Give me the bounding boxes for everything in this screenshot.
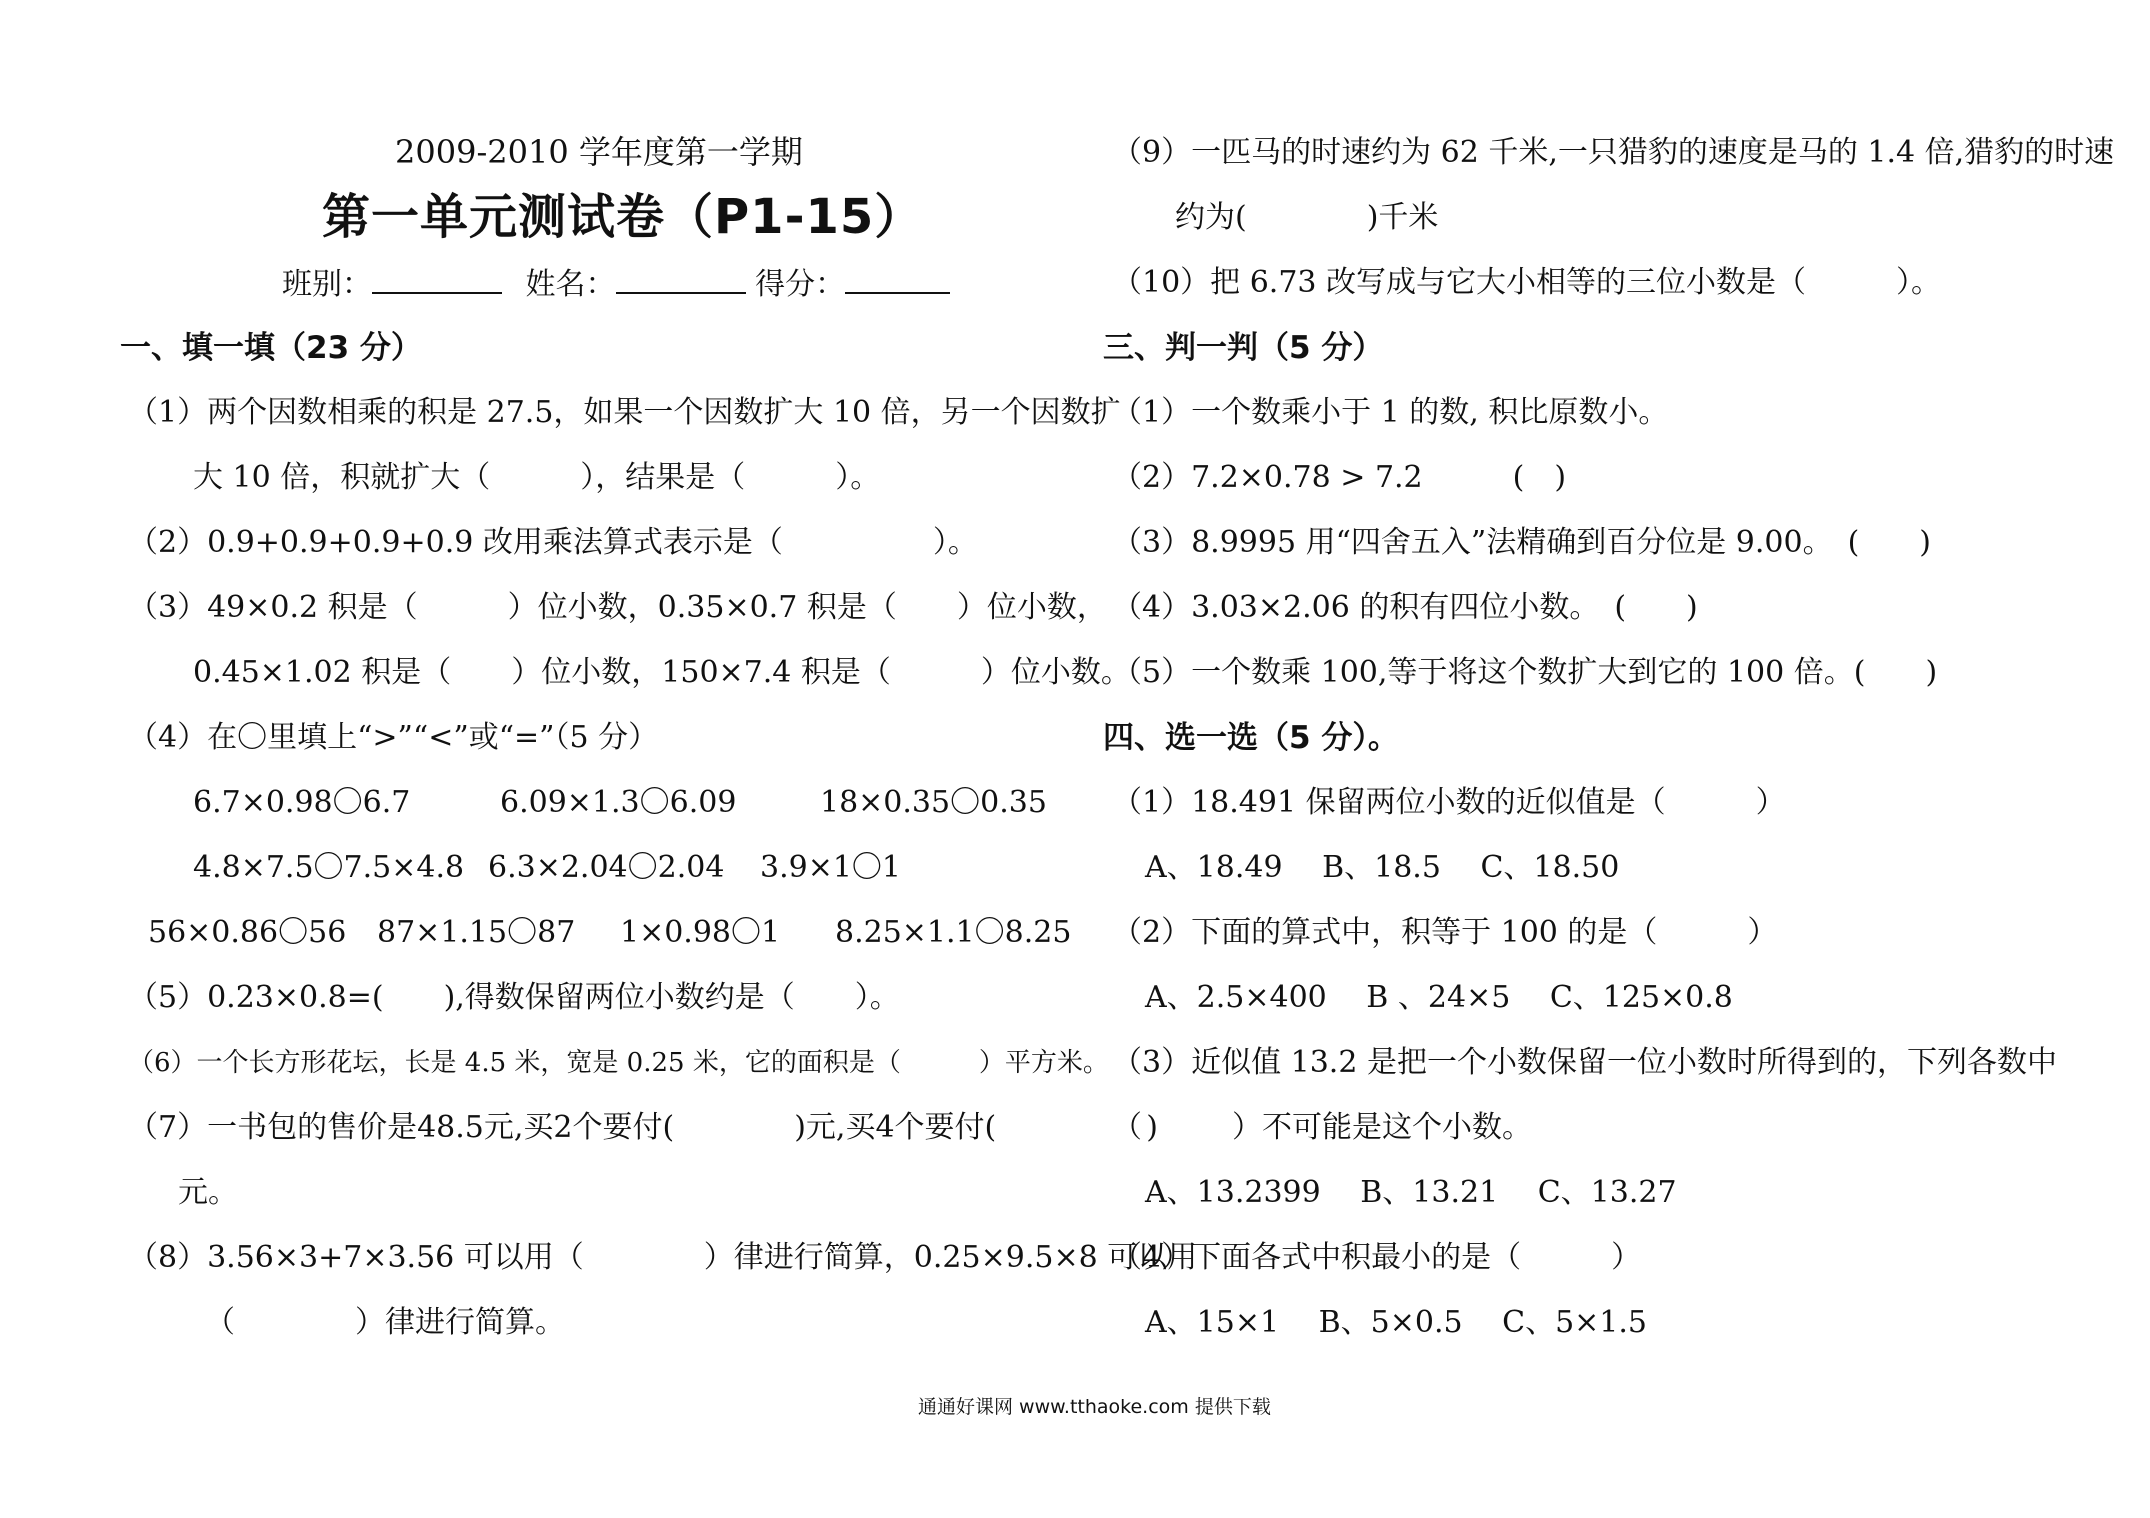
choice-1-options: A、18.49 B、18.5 C、18.50 [1145,850,1620,885]
question-9-line-1: （9）一匹马的时速约为 62 千米,一只猎豹的速度是马的 1.4 倍,猎豹的时速 [1112,135,2115,170]
choice-1: （1）18.491 保留两位小数的近似值是（ ） [1112,785,1786,820]
score-label: 得分： [755,267,846,302]
choice-2-options: A、2.5×400 B 、24×5 C、125×0.8 [1145,980,1733,1015]
score-blank [845,268,950,294]
question-6: （6）一个长方形花坛，长是 4.5 米，宽是 0.25 米，它的面积是（ ）平方米。 [128,1048,1109,1078]
class-label: 班别： [282,267,372,302]
compare-item: 6.3×2.04〇2.04 [488,850,725,885]
compare-item: 18×0.35〇0.35 [820,785,1047,820]
student-info-row [282,268,950,300]
choice-3-options: A、13.2399 B、13.21 C、13.27 [1145,1175,1677,1210]
question-10: （10）把 6.73 改写成与它大小相等的三位小数是（ ）。 [1112,265,1942,300]
compare-item: 6.7×0.98〇6.7 [193,785,411,820]
name-label: 姓名： [525,267,616,302]
question-4: （4）在〇里填上“>”“<”或“=”（5 分） [128,720,659,755]
page-title: 第一单元测试卷（P1-15） [322,189,924,245]
compare-item: 8.25×1.1〇8.25 [835,915,1072,950]
question-7-line-1: （7）一书包的售价是48.5元,买2个要付( )元,买4个要付( ) [128,1110,1158,1145]
judge-4: （4）3.03×2.06 的积有四位小数。 ( ) [1112,590,1698,625]
compare-item: 56×0.86〇56 [148,915,347,950]
judge-2: （2）7.2×0.78 > 7.2 ( ) [1112,460,1567,495]
question-1-line-1: （1）两个因数相乘的积是 27.5，如果一个因数扩大 10 倍，另一个因数扩 [128,395,1121,430]
compare-item: 1×0.98〇1 [620,915,781,950]
name-blank [616,268,746,294]
judge-5: （5）一个数乘 100,等于将这个数扩大到它的 100 倍。( ) [1112,655,1938,690]
question-8-line-2: （ ）律进行简算。 [205,1305,565,1340]
choice-2: （2）下面的算式中，积等于 100 的是（ ） [1112,915,1778,950]
compare-item: 87×1.15〇87 [377,915,576,950]
question-5: （5）0.23×0.8=( ),得数保留两位小数约是（ ）。 [128,980,900,1015]
question-2: （2）0.9+0.9+0.9+0.9 改用乘法算式表示是（ ）。 [128,525,978,560]
compare-item: 4.8×7.5〇7.5×4.8 [193,850,465,885]
section-fill-in-title: 一、填一填（23 分） [120,330,422,366]
choice-4-options: A、15×1 B、5×0.5 C、5×1.5 [1145,1305,1648,1340]
question-1-line-2: 大 10 倍，积就扩大（ ），结果是（ ）。 [193,460,881,495]
school-year: 2009-2010 学年度第一学期 [395,133,803,171]
question-3-line-2: 0.45×1.02 积是（ ）位小数，150×7.4 积是（ ）位小数。 [193,655,1131,690]
question-9-line-2: 约为( )千米 [1175,200,1439,235]
choice-3-line-1: （3）近似值 13.2 是把一个小数保留一位小数时所得到的，下列各数中 [1112,1045,2057,1080]
footer-source: 通通好课网 www.tthaoke.com 提供下载 [918,1396,1271,1418]
question-3-line-1: （3）49×0.2 积是（ ）位小数，0.35×0.7 积是（ ）位小数， [128,590,1107,625]
choice-3-line-2: （ ）不可能是这个小数。 [1112,1110,1532,1145]
compare-item: 6.09×1.3〇6.09 [500,785,737,820]
section-choose-title: 四、选一选（5 分）。 [1103,720,1399,756]
section-judge-title: 三、判一判（5 分） [1103,330,1384,366]
question-7-line-2: 元。 [178,1175,238,1210]
question-8-line-1: （8）3.56×3+7×3.56 可以用（ ）律进行简算，0.25×9.5×8 可以用 [128,1240,1198,1275]
compare-item: 3.9×1〇1 [760,850,902,885]
judge-1: （1）一个数乘小于 1 的数, 积比原数小。 [1112,395,1669,430]
class-blank [372,268,502,294]
choice-4: （4）下面各式中积最小的是（ ） [1112,1240,1642,1275]
judge-3: （3）8.9995 用“四舍五入”法精确到百分位是 9.00。 ( ) [1112,525,1932,560]
